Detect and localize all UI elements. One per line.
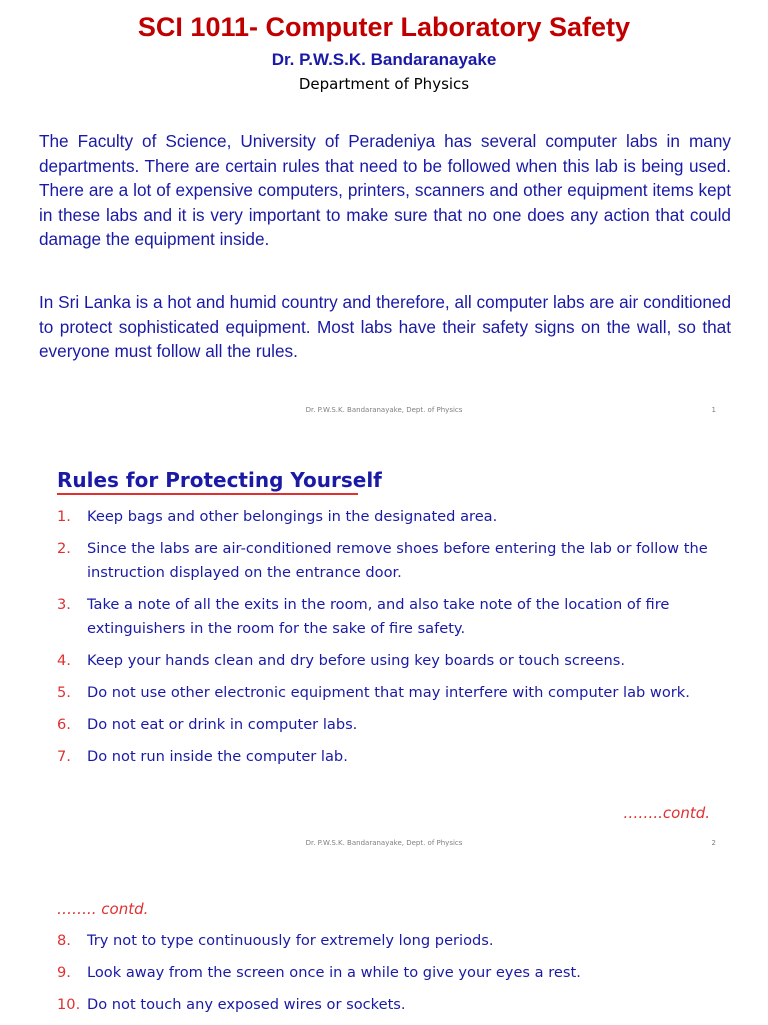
- rule-number: 9.: [57, 964, 71, 981]
- rule-number: 1.: [57, 508, 71, 525]
- rule-text: Look away from the screen once in a while to give your eyes a rest.: [87, 964, 581, 981]
- rule-number: 8.: [57, 932, 71, 949]
- continued-marker: …….. contd.: [57, 900, 149, 918]
- rule-number: 5.: [57, 684, 71, 701]
- rule-text: Do not use other electronic equipment that may interfere with computer lab work.: [87, 684, 690, 701]
- rule-text: Do not eat or drink in computer labs.: [87, 716, 358, 733]
- rule-item: [57, 745, 717, 769]
- rule-number: 7.: [57, 748, 71, 765]
- rule-text: Take a note of all the exits in the room, and also take note of the location of fire extinguishers in the room for the sake of fire safety.: [87, 596, 670, 637]
- page-title: SCI 1011- Computer Laboratory Safety: [137, 12, 631, 42]
- rule-number: 3.: [57, 596, 71, 613]
- rule-item: [57, 713, 717, 737]
- slide-footer: Dr. P.W.S.K. Bandaranayake, Dept. of Physics: [305, 406, 463, 414]
- rule-item: [57, 961, 717, 985]
- author-name: Dr. P.W.S.K. Bandaranayake: [271, 50, 497, 69]
- rule-item: [57, 929, 717, 953]
- department-name: Department of Physics: [298, 75, 470, 93]
- section-heading: Rules for Protecting Yourself: [57, 468, 382, 492]
- rule-item: [57, 681, 717, 705]
- rule-number: 2.: [57, 540, 71, 557]
- rule-text: Do not touch any exposed wires or sockets.: [87, 996, 406, 1013]
- continued-marker: ……..contd.: [623, 804, 710, 822]
- rule-number: 10.: [57, 996, 81, 1013]
- rule-item: [57, 593, 717, 641]
- rule-text: Do not run inside the computer lab.: [87, 748, 348, 765]
- rule-item: [57, 537, 717, 585]
- intro-paragraph-1: The Faculty of Science, University of Peradeniya has several computer labs in many departments. There are certain rules that need to be followed when this lab is being used. There are a lot of expensive computers, printers, scanners and other equipment items kept in these labs and it is very important to make sure that no one does any action that could damage the equipment inside.: [39, 131, 731, 249]
- rule-item: [57, 993, 717, 1017]
- heading-underline: [57, 493, 358, 495]
- rules-list: [57, 505, 717, 777]
- rule-item: [57, 649, 717, 673]
- page-number: 2: [711, 839, 716, 847]
- rule-number: 6.: [57, 716, 71, 733]
- page-number: 1: [711, 406, 716, 414]
- rule-text: Keep your hands clean and dry before using key boards or touch screens.: [87, 652, 625, 669]
- slide-3: [0, 865, 768, 1024]
- slide-footer: Dr. P.W.S.K. Bandaranayake, Dept. of Physics: [305, 839, 463, 847]
- rule-text: Keep bags and other belongings in the designated area.: [87, 508, 498, 525]
- rules-list-continued: [57, 929, 717, 1025]
- rule-number: 4.: [57, 652, 71, 669]
- rule-item: [57, 505, 717, 529]
- rule-text: Try not to type continuously for extremely long periods.: [87, 932, 494, 949]
- rule-text: Since the labs are air-conditioned remove shoes before entering the lab or follow the instruction displayed on the entrance door.: [87, 540, 708, 581]
- slide-2: [0, 425, 768, 865]
- slide-1: [0, 0, 768, 425]
- intro-paragraph-2: In Sri Lanka is a hot and humid country and therefore, all computer labs are air conditioned to protect sophisticated equipment. Most labs have their safety signs on the wall, so that everyone must follow all the rules.: [39, 292, 731, 361]
